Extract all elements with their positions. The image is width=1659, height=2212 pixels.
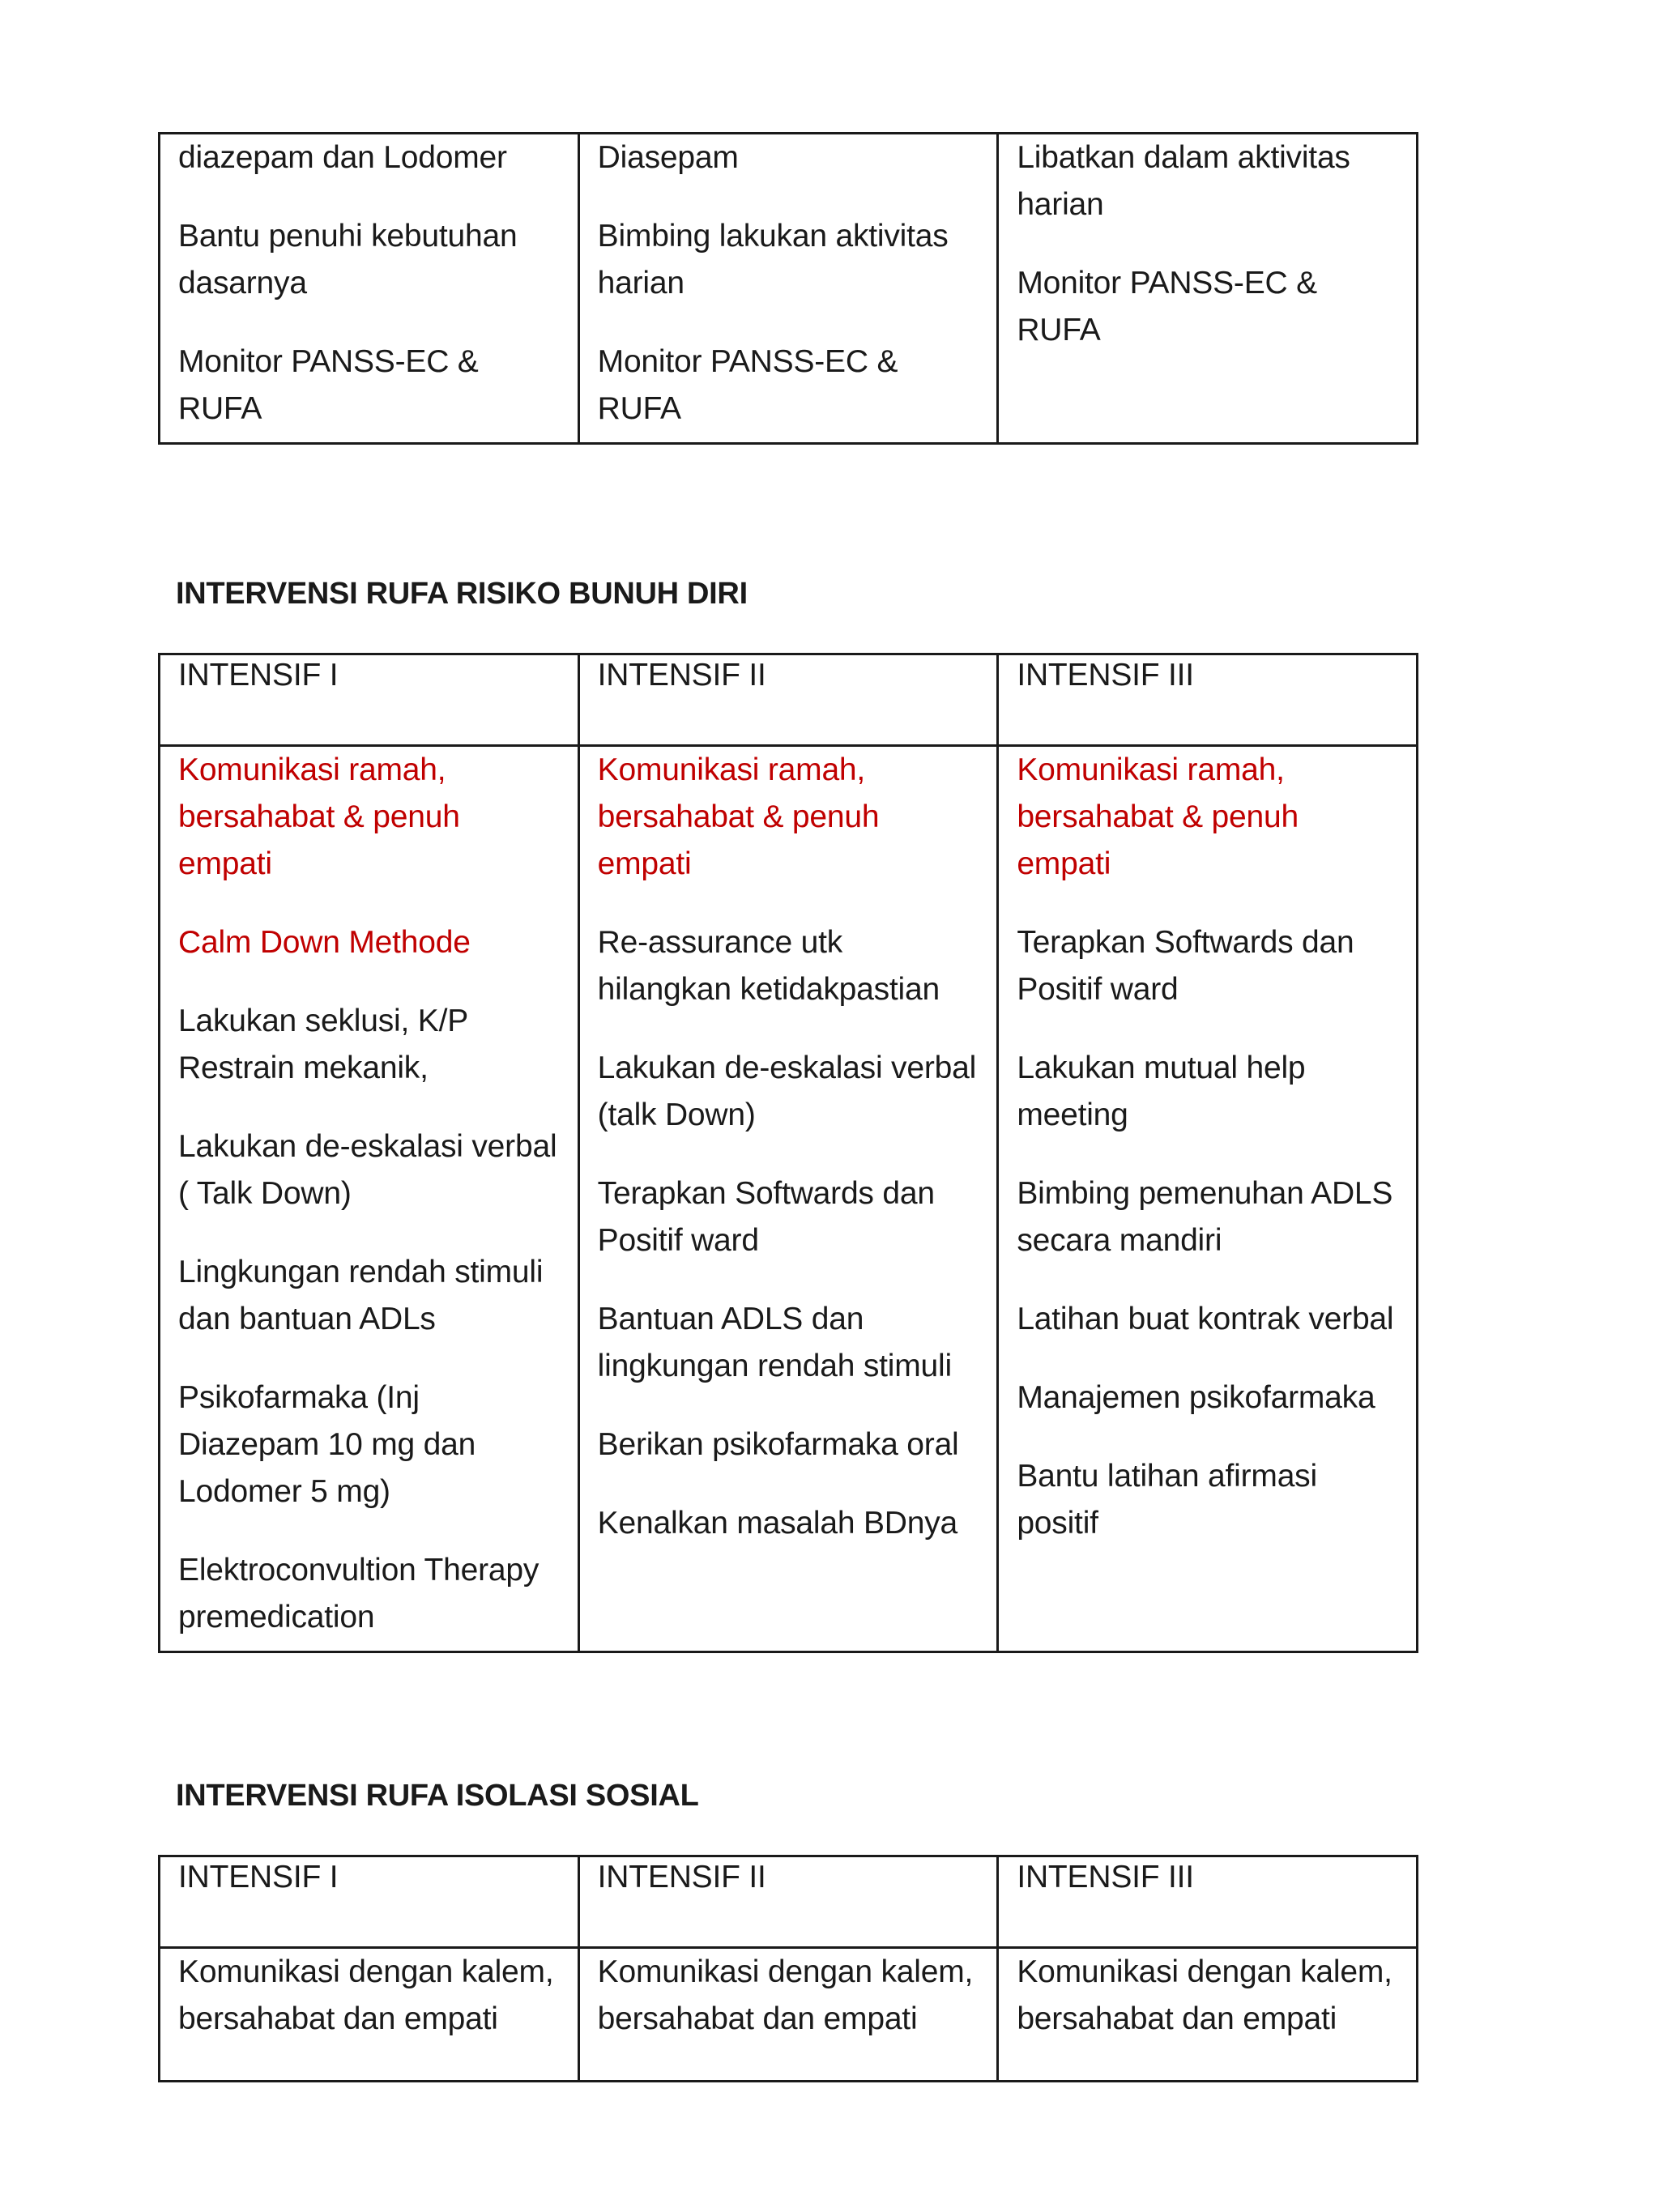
table-row [160, 746, 1418, 1652]
cell-item: Lakukan de-eskalasi verbal (talk Down) [597, 1051, 977, 1132]
cell-item: Berikan psikofarmaka oral [597, 1427, 959, 1462]
table-row [160, 1948, 1418, 2082]
cell-item: Terapkan Softwards dan Positif ward [597, 1176, 935, 1258]
cell-item: Monitor PANSS-EC & RUFA [1017, 266, 1317, 347]
continuation-table [158, 132, 1418, 445]
cell-item: Calm Down Methode [178, 925, 471, 960]
table-header-row [160, 1856, 1418, 1948]
table-cell [998, 1948, 1418, 2082]
cell-item: Lakukan seklusi, K/P Restrain mekanik, [178, 1004, 468, 1085]
table-cell [160, 134, 579, 444]
column-header-label: INTENSIF III [1017, 658, 1194, 693]
suicide-risk-table [158, 653, 1418, 1653]
cell-item: Bimbing pemenuhan ADLS secara mandiri [1017, 1176, 1393, 1258]
cell-item: Re-assurance utk hilangkan ketidakpastian [597, 925, 940, 1007]
column-header [998, 654, 1418, 746]
column-header [160, 654, 579, 746]
cell-item: Psikofarmaka (Inj Diazepam 10 mg dan Lodomer 5 mg) [178, 1380, 476, 1509]
cell-item: Komunikasi ramah, bersahabat & penuh empati [1017, 752, 1299, 881]
column-header-label: INTENSIF I [178, 1860, 339, 1894]
cell-item: Bantu latihan afirmasi positif [1017, 1459, 1317, 1541]
table-cell [578, 1948, 998, 2082]
cell-item: Komunikasi dengan kalem, bersahabat dan empati [1017, 1954, 1392, 2036]
table-cell [160, 746, 579, 1652]
column-header [998, 1856, 1418, 1948]
column-header [160, 1856, 579, 1948]
cell-item: Elektroconvultion Therapy premedication [178, 1553, 539, 1634]
cell-item: Lakukan mutual help meeting [1017, 1051, 1306, 1132]
cell-item: Monitor PANSS-EC & RUFA [178, 344, 479, 426]
table-cell [998, 134, 1418, 444]
cell-item: Bantu penuhi kebutuhan dasarnya [178, 219, 518, 300]
cell-item: Lakukan de-eskalasi verbal ( Talk Down) [178, 1129, 557, 1211]
social-isolation-table [158, 1855, 1418, 2082]
table-cell [998, 746, 1418, 1652]
cell-item: Lingkungan rendah stimuli dan bantuan ADLs [178, 1255, 544, 1336]
column-header-label: INTENSIF III [1017, 1860, 1194, 1894]
cell-item: Komunikasi ramah, bersahabat & penuh empati [178, 752, 460, 881]
column-header-label: INTENSIF I [178, 658, 339, 693]
column-header [578, 1856, 998, 1948]
cell-item: Bimbing lakukan aktivitas harian [597, 219, 949, 300]
cell-item: Diasepam [597, 140, 739, 175]
table-header-row [160, 654, 1418, 746]
cell-item: diazepam dan Lodomer [178, 140, 507, 175]
cell-item: Terapkan Softwards dan Positif ward [1017, 925, 1354, 1007]
cell-item: Komunikasi dengan kalem, bersahabat dan empati [178, 1954, 554, 2036]
cell-item: Komunikasi dengan kalem, bersahabat dan empati [597, 1954, 974, 2036]
table-row [160, 134, 1418, 444]
column-header [578, 654, 998, 746]
column-header-label: INTENSIF II [597, 1860, 766, 1894]
section-title-social-isolation: INTERVENSI RUFA ISOLASI SOSIAL [176, 1779, 699, 1813]
cell-item: Monitor PANSS-EC & RUFA [597, 344, 898, 426]
column-header-label: INTENSIF II [597, 658, 766, 693]
cell-item: Komunikasi ramah, bersahabat & penuh empati [597, 752, 880, 881]
cell-item: Manajemen psikofarmaka [1017, 1380, 1375, 1415]
section-title-suicide-risk: INTERVENSI RUFA RISIKO BUNUH DIRI [176, 577, 748, 611]
table-cell [160, 1948, 579, 2082]
cell-item: Bantuan ADLS dan lingkungan rendah stimuli [597, 1302, 952, 1383]
cell-item: Latihan buat kontrak verbal [1017, 1302, 1394, 1336]
table-cell [578, 746, 998, 1652]
cell-item: Kenalkan masalah BDnya [597, 1506, 958, 1541]
cell-item: Libatkan dalam aktivitas harian [1017, 140, 1350, 222]
table-cell [578, 134, 998, 444]
